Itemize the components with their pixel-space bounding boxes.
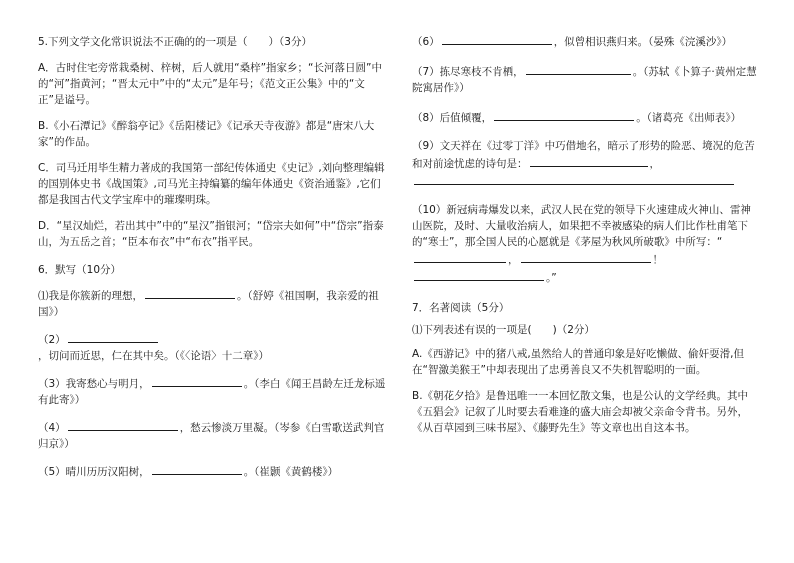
answer-blank[interactable]: [530, 154, 648, 167]
answer-blank[interactable]: [152, 374, 242, 387]
q6-item-5-post: 。（崔颢《黄鹤楼》）: [243, 466, 339, 478]
q7-option-a: A.《西游记》中的猪八戒,虽然给人的普通印象是好吃懒做、偷奸耍滑,但在“智激美猴王”中却表现出了忠勇善良又不失机智聪明的一面。: [412, 348, 745, 376]
q5-option-c: C．司马迁用毕生精力著成的我国第一部纪传体通史《史记》,刘向整理编辑的国别体史书《战国策》,司马光主持编纂的编年体通史《资治通鉴》,它们都是我国古代文学宝库中的璀璨明珠。: [38, 162, 385, 206]
q6-item-6: [412, 32, 760, 50]
q7-sub1: ⑴下列表述有误的一项是( )（2分）: [412, 324, 595, 336]
q6-item-2-pre: （2）: [38, 334, 66, 346]
answer-blank[interactable]: [414, 268, 544, 281]
q6-item-8-pre: （8）后值倾覆，: [412, 112, 493, 124]
q6-item-9-pre: （9）文天祥在《过零丁洋》中巧借地名，暗示了形势的险恶、境况的危苦和对前途忧虑的诗句是：: [412, 140, 755, 170]
answer-blank[interactable]: [526, 62, 631, 75]
left-column: [38, 26, 390, 480]
answer-blank[interactable]: [152, 462, 242, 475]
q6-item-1: [38, 286, 390, 320]
q6-item-10-mid: ，: [508, 254, 519, 266]
q7-option-b: B.《朝花夕拾》是鲁迅唯一一本回忆散文集，也是公认的文学经典。其中《五猖会》记叙了儿时要去看难逢的盛大庙会却被父亲命令背书。另外，《从百草园到三味书屋》、《藤野先生》等文章也出自这本书。: [412, 390, 749, 434]
q6-item-4-pre: （4）: [38, 422, 66, 434]
answer-blank[interactable]: [414, 250, 506, 263]
q5-option-b: B.《小石潭记》《醉翁亭记》《岳阳楼记》《记承天寺夜游》都是“唐宋八大家”的作品。: [38, 120, 375, 148]
q7-title: 7．名著阅读（5分）: [412, 302, 510, 314]
q6-item-2-post: ，切问而近思，仁在其中矣。（《〈论语〉十二章》）: [38, 350, 269, 362]
q6-item-3: [38, 374, 390, 408]
answer-blank[interactable]: [68, 330, 158, 343]
answer-blank[interactable]: [145, 286, 235, 299]
q6-item-7: [412, 62, 760, 96]
q6-item-5-pre: （5）晴川历历汉阳树，: [38, 466, 150, 478]
q6-item-4-post: ，愁云惨淡万里凝。（岑参《白雪歌送武判官归京》）: [38, 422, 385, 450]
q6-item-5: [38, 462, 390, 480]
q6-item-10-bang: ！: [652, 254, 663, 266]
q6-item-10-pre: （10）新冠病毒爆发以来，武汉人民在党的领导下火速建成火神山、雷神山医院，及时、大量收治病人，如果把不幸被感染的病人们比作杜甫笔下的“寒士”，那全国人民的心愿就是《茅屋为秋风所破歌》中所写：“: [412, 204, 751, 248]
q6-item-4: [38, 418, 390, 452]
q6-item-9-mid: ，: [649, 158, 660, 170]
right-column: [412, 26, 760, 436]
q6-title: 6．默写（10分）: [38, 264, 122, 276]
q6-item-6-post: ，似曾相识燕归来。（晏殊《浣溪沙》）: [553, 36, 733, 48]
q6-item-7-post: 。（苏轼《卜算子·黄州定慧院寓居作》）: [412, 66, 757, 94]
answer-blank[interactable]: [494, 108, 634, 121]
answer-blank[interactable]: [68, 418, 178, 431]
answer-blank[interactable]: [414, 172, 734, 185]
q6-item-7-pre: （7）拣尽寒枝不肯栖，: [412, 66, 524, 78]
q6-item-8-post: 。（诸葛亮《出师表》）: [636, 112, 742, 124]
q6-item-3-post: 。（李白《闻王昌龄左迁龙标遥有此寄》）: [38, 378, 386, 406]
q6-item-2: [38, 330, 390, 364]
q6-item-8: [412, 108, 760, 126]
q6-item-1-pre: ⑴我是你簇新的理想，: [38, 290, 143, 302]
q6-item-3-pre: （3）我寄愁心与明月，: [38, 378, 150, 390]
q5-option-d: D．“星汉灿烂，若出其中”中的“星汉”指银河；“岱宗夫如何”中“岱宗”指泰山，为五岳之首；“臣本布衣”中“布衣”指平民。: [38, 220, 384, 248]
answer-blank[interactable]: [521, 250, 651, 263]
q6-item-10: [412, 202, 760, 286]
q5-option-a: A．古时住宅旁常栽桑树、梓树，后人就用“桑梓”指家乡；“长河落日圆”中的“河”指黄河；“晋太元中”中的“太元”是年号；《范文正公集》中的“文正”是谥号。: [38, 62, 382, 106]
q6-item-9: [412, 138, 760, 190]
q6-item-10-end: 。”: [546, 272, 557, 284]
q6-item-6-pre: （6）: [412, 36, 440, 48]
q5-title: 5.下列文学文化常识说法不正确的的一项是（ ）（3分）: [38, 36, 312, 48]
answer-blank[interactable]: [442, 32, 552, 45]
q6-item-1-post: 。（舒婷《祖国啊，我亲爱的祖国》）: [38, 290, 379, 318]
